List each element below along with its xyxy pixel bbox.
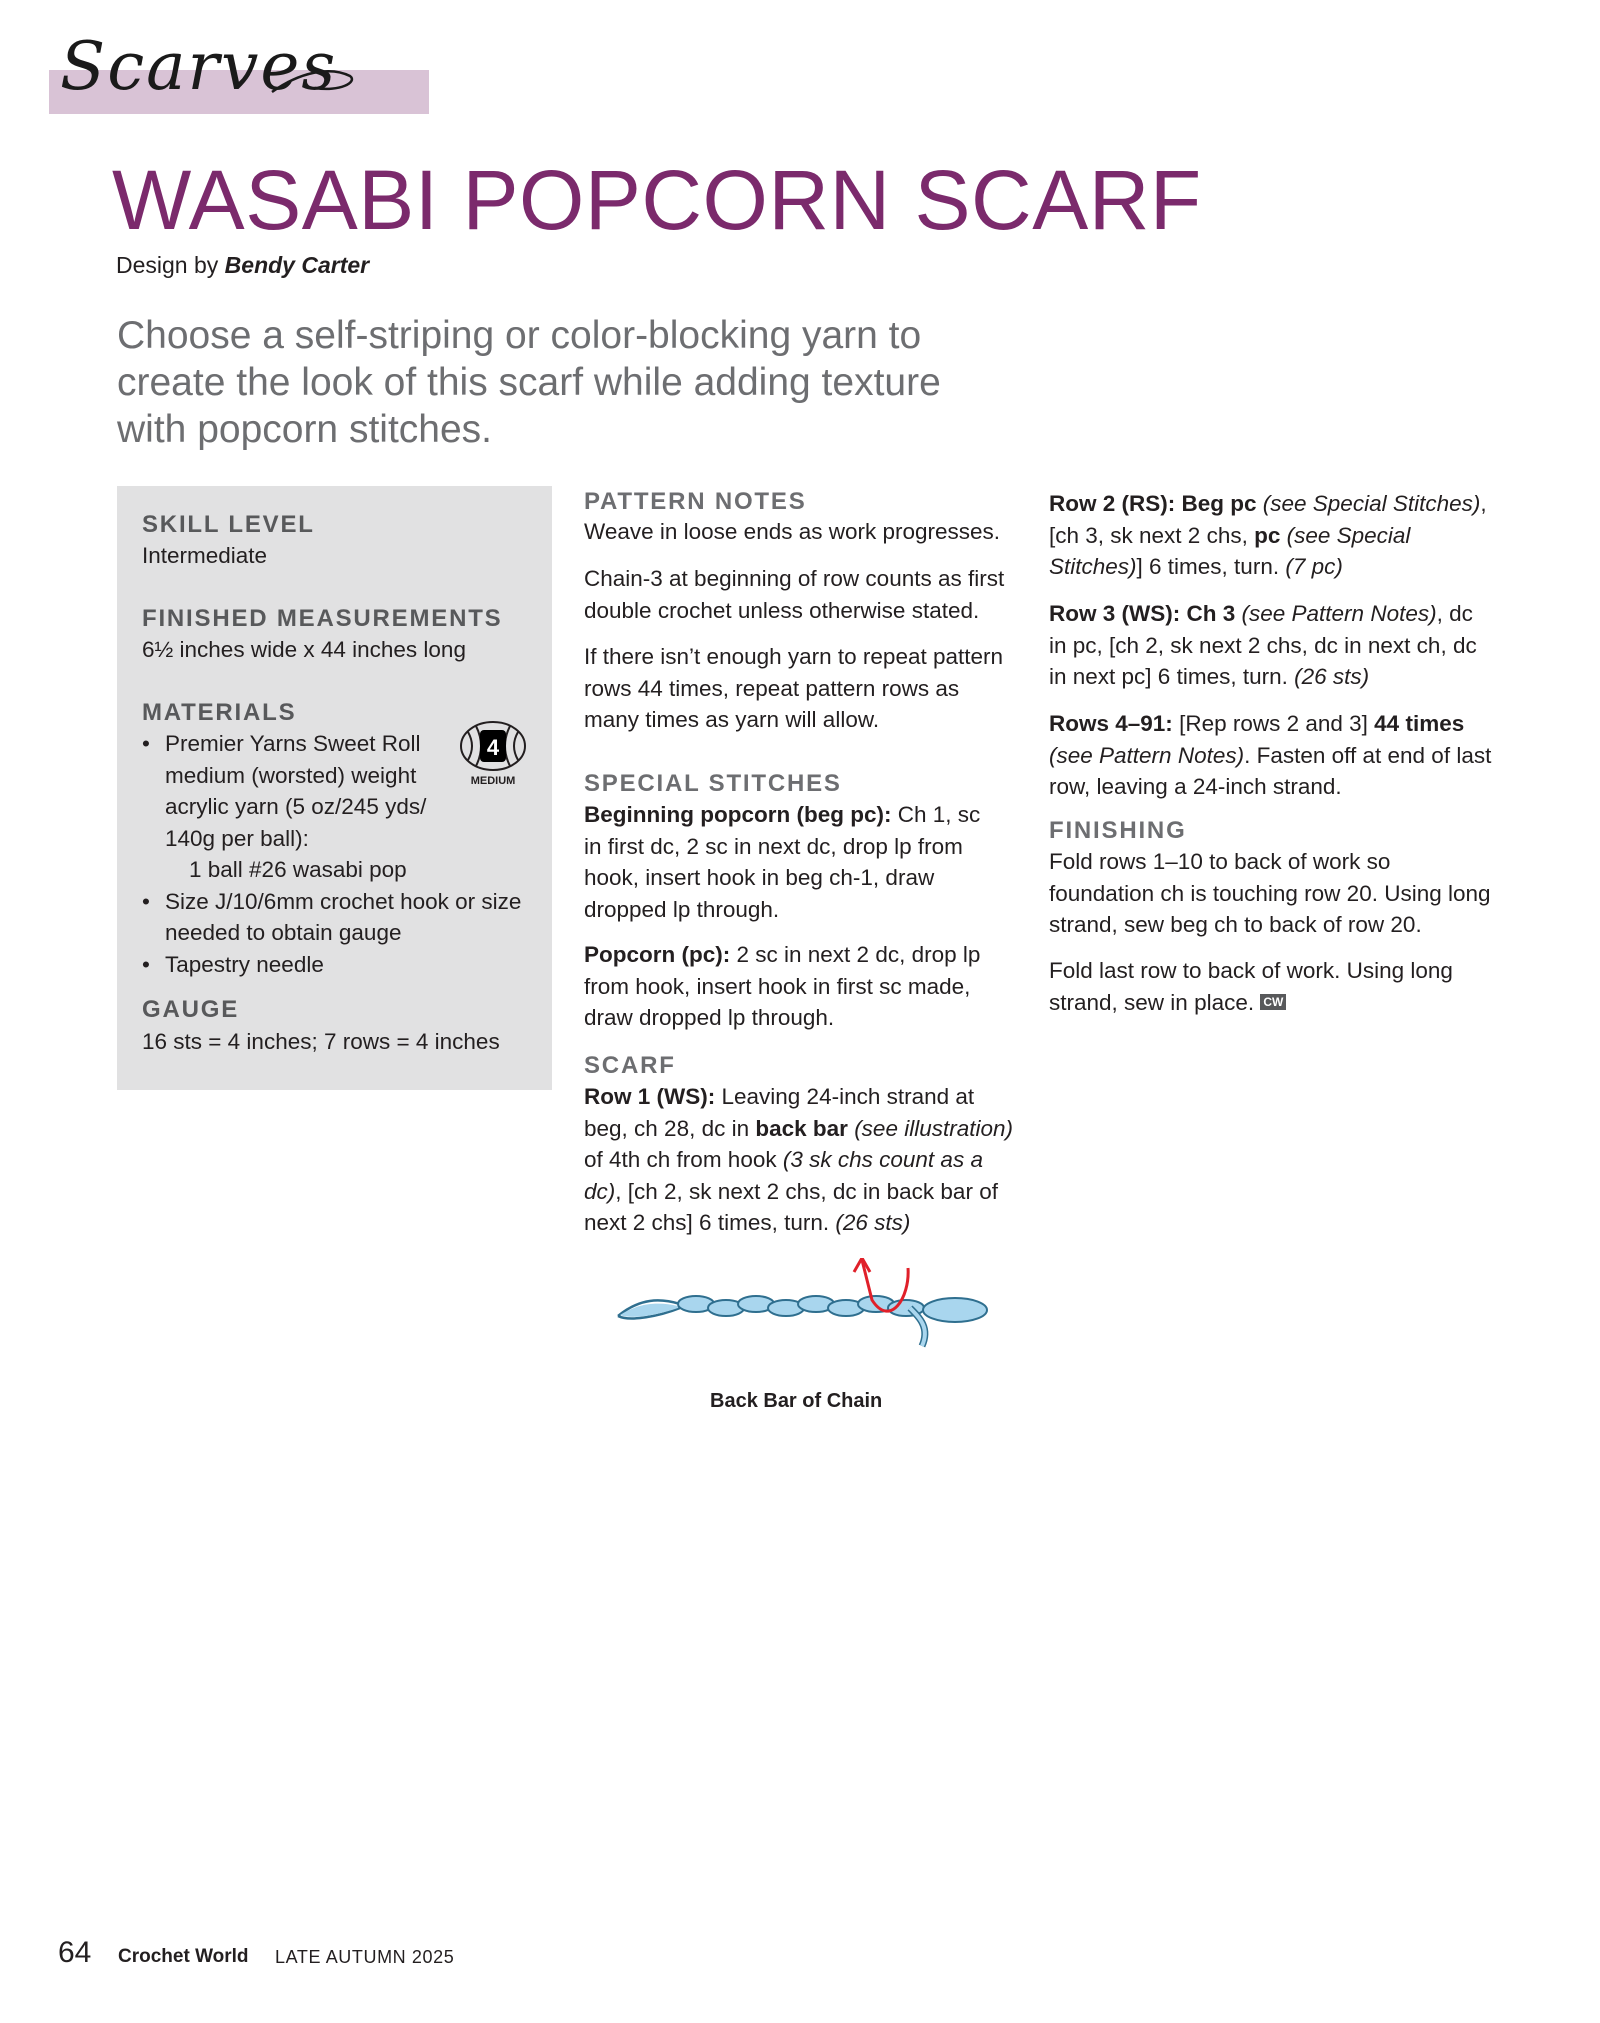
materials-heading: MATERIALS — [142, 699, 297, 726]
scarf-heading: SCARF — [584, 1052, 676, 1079]
special-stitches-heading: SPECIAL STITCHES — [584, 770, 842, 797]
intro-text: Choose a self-striping or color-blocking yarn to create the look of this scarf while adding texture with popcorn stitches. — [117, 314, 941, 451]
row-italic: (see Special Stitches) — [1049, 522, 1411, 579]
row-italic: (26 sts) — [1294, 664, 1370, 689]
row-2-instructions — [1049, 488, 1494, 583]
row-bold: back bar — [755, 1115, 848, 1141]
pattern-note: Chain-3 at beginning of row counts as first double crochet unless otherwise stated. — [584, 566, 1005, 623]
row-italic: (see Pattern Notes) — [1235, 601, 1437, 626]
page-number: 64 — [58, 1936, 92, 1969]
row-label: Rows 4–91: — [1049, 711, 1173, 736]
finished-measurements-value: 6½ inches wide x 44 inches long — [142, 637, 466, 662]
row-italic: (see illustration) — [847, 1115, 1013, 1141]
finishing-heading: FINISHING — [1049, 817, 1187, 844]
row-label: Row 2 (RS): Beg pc — [1049, 491, 1257, 516]
byline — [116, 252, 369, 279]
row-italic: (7 pc) — [1285, 554, 1343, 579]
row-italic: (3 sk chs count as a dc) — [584, 1147, 983, 1204]
finishing-paragraph: Fold rows 1–10 to back of work so foundation ch is touching row 20. Using long strand, sew beg ch to back of row 20. — [1049, 849, 1491, 937]
materials-item-text: Premier Yarns Sweet Roll medium (worsted) weight acrylic yarn (5 oz/245 yds/ 140g per ball): — [165, 731, 427, 851]
materials-item — [142, 728, 455, 886]
pc-definition — [584, 939, 999, 1034]
row-italic: (see Pattern Notes) — [1049, 742, 1245, 768]
swash-decoration — [270, 62, 360, 102]
row-italic: (26 sts) — [835, 1210, 911, 1235]
article-title: WASABI POPCORN SCARF — [112, 153, 1202, 247]
gauge-heading: GAUGE — [142, 996, 240, 1023]
back-bar-of-chain-illustration — [610, 1258, 1000, 1348]
yarn-weight-number: 4 — [486, 735, 500, 760]
row-italic: (see Special Stitches) — [1256, 491, 1481, 516]
issue-label: LATE AUTUMN 2025 — [275, 1947, 455, 1967]
beg-pc-term: Beginning popcorn (beg pc): — [584, 802, 892, 827]
magazine-name: Crochet World — [118, 1946, 249, 1967]
rows-4-91-instructions — [1049, 708, 1494, 803]
row-1-instructions — [584, 1081, 1014, 1239]
row-text: ] 6 times, turn. — [1136, 554, 1286, 579]
row-text: , dc in pc, [ch 2, sk next 2 chs, dc in next ch, dc in next pc] 6 times, turn. — [1049, 601, 1477, 689]
row-text: Leaving 24-inch strand at beg, ch 28, dc in — [584, 1084, 975, 1141]
illustration-caption: Back Bar of Chain — [710, 1390, 883, 1412]
finished-measurements-heading: FINISHED MEASUREMENTS — [142, 605, 503, 632]
materials-item: • Size J/10/6mm crochet hook or size needed to obtain gauge — [142, 886, 542, 949]
row-text: . Fasten off at end of last row, leaving a 24-inch strand. — [1049, 742, 1492, 799]
pattern-note: If there isn’t enough yarn to repeat pattern rows 44 times, repeat pattern rows as many times as yarn will allow. — [584, 644, 1004, 732]
skill-level-value: Intermediate — [142, 543, 268, 568]
row-text: of 4th ch from hook — [584, 1147, 783, 1172]
row-text: , [ch 3, sk next 2 chs, — [1049, 491, 1487, 548]
finishing-paragraph-last — [1049, 955, 1469, 1018]
end-of-article-badge: CW — [1260, 994, 1286, 1010]
pc-text: 2 sc in next 2 dc, drop lp from hook, insert hook in first sc made, draw dropped lp through. — [584, 942, 981, 1030]
row-3-instructions — [1049, 598, 1494, 693]
byline-prefix: Design by — [116, 252, 225, 278]
section-tag: Scarves — [60, 28, 338, 105]
row-label: Row 1 (WS): — [584, 1084, 716, 1109]
pattern-notes-heading: PATTERN NOTES — [584, 488, 807, 515]
designer-name: Bendy Carter — [224, 252, 370, 278]
yarn-weight-icon — [456, 718, 530, 788]
beg-pc-definition — [584, 799, 999, 925]
materials-sub-item: 1 ball #26 wasabi pop — [189, 857, 407, 882]
row-bold: pc — [1254, 522, 1281, 548]
beg-pc-text: Ch 1, sc in first dc, 2 sc in next dc, drop lp from hook, insert hook in beg ch-1, draw dropped lp through. — [584, 802, 981, 922]
row-bold: 44 times — [1374, 711, 1465, 736]
row-text: , [ch 2, sk next 2 chs, dc in back bar of next 2 chs] 6 times, turn. — [584, 1178, 998, 1235]
row-text: [Rep rows 2 and 3] — [1172, 711, 1375, 736]
materials-item: • Tapestry needle — [142, 949, 542, 981]
finishing-text: Fold last row to back of work. Using long strand, sew in place. — [1049, 958, 1453, 1015]
row-label: Row 3 (WS): Ch 3 — [1049, 601, 1236, 626]
pattern-note: Weave in loose ends as work progresses. — [584, 519, 1001, 544]
skill-level-heading: SKILL LEVEL — [142, 511, 315, 538]
pc-term: Popcorn (pc): — [584, 942, 731, 967]
gauge-value: 16 sts = 4 inches; 7 rows = 4 inches — [142, 1029, 500, 1054]
yarn-weight-label: MEDIUM — [470, 775, 516, 787]
